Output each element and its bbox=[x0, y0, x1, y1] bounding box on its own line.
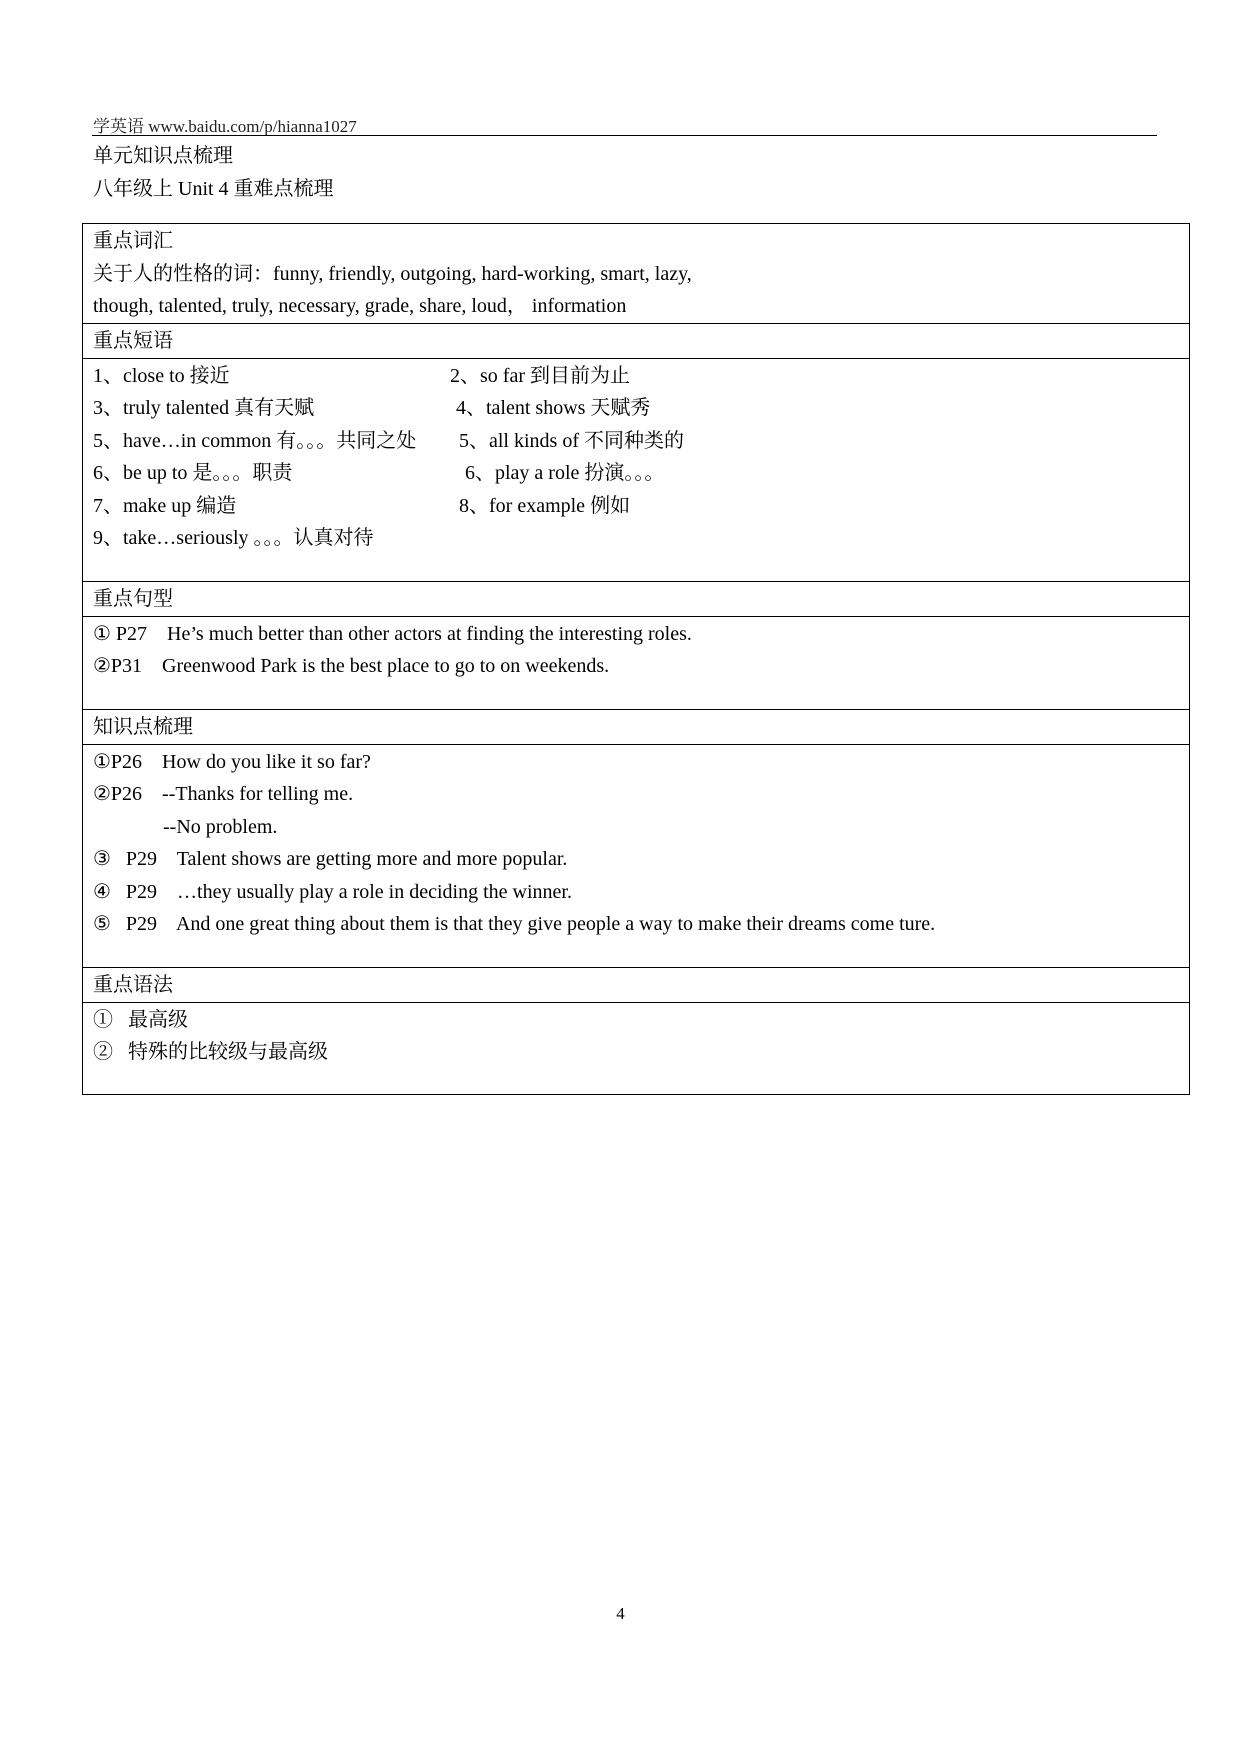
grammar-heading: 重点语法 bbox=[83, 967, 1190, 1002]
grammar-cell bbox=[83, 1002, 1190, 1094]
vocabulary-heading: 重点词汇 bbox=[93, 230, 173, 252]
page-title: 单元知识点梳理 bbox=[93, 145, 233, 167]
grammar-item: ① 最高级 bbox=[93, 1008, 188, 1031]
page-number: 4 bbox=[616, 1604, 625, 1623]
header-source-line: 学英语 www.baidu.com/p/hianna1027 bbox=[93, 117, 357, 136]
knowledge-item: ①P26 How do you like it so far? bbox=[93, 750, 371, 773]
phrase-item: 5、all kinds of 不同种类的 bbox=[459, 429, 684, 452]
phrases-cell bbox=[83, 358, 1190, 581]
sentence-item: ②P31 Greenwood Park is the best place to go to on weekends. bbox=[93, 655, 610, 677]
phrases-heading: 重点短语 bbox=[83, 323, 1190, 358]
phrase-item: 3、truly talented 真有天赋 bbox=[93, 397, 315, 419]
phrase-item: 5、have…in common 有。。。共同之处 bbox=[93, 429, 417, 452]
knowledge-item: ⑤ P29 And one great thing about them is that they give people a way to make their dreams come ture. bbox=[93, 913, 936, 935]
phrase-row bbox=[93, 360, 1179, 393]
phrase-item: 8、for example 例如 bbox=[459, 494, 631, 517]
phrase-item: 6、be up to 是。。。职责 bbox=[93, 462, 293, 484]
summary-table bbox=[82, 223, 1190, 1095]
spacer bbox=[93, 683, 1179, 709]
phrase-row bbox=[93, 522, 1179, 555]
knowledge-item: ②P26 --Thanks for telling me. bbox=[93, 783, 354, 805]
spacer bbox=[93, 941, 1179, 967]
phrase-item: 7、make up 编造 bbox=[93, 494, 237, 517]
phrase-row bbox=[93, 457, 1179, 490]
sentences-cell bbox=[83, 616, 1190, 709]
phrase-item: 4、talent shows 天赋秀 bbox=[456, 397, 651, 419]
knowledge-item: ③ P29 Talent shows are getting more and more popular. bbox=[93, 848, 568, 870]
knowledge-item: ④ P29 …they usually play a role in deciding the winner. bbox=[93, 880, 572, 903]
phrase-item: 6、play a role 扮演。。。 bbox=[465, 462, 665, 484]
knowledge-item: --No problem. bbox=[93, 815, 278, 838]
phrase-item: 9、take…seriously 。。。认真对待 bbox=[93, 527, 374, 549]
spacer bbox=[93, 555, 1179, 581]
phrase-item: 1、close to 接近 bbox=[93, 364, 230, 387]
knowledge-cell bbox=[83, 744, 1190, 967]
knowledge-heading: 知识点梳理 bbox=[83, 709, 1190, 744]
vocabulary-line: though, talented, truly, necessary, grade, share, loud， information bbox=[93, 295, 627, 317]
spacer bbox=[93, 1069, 1179, 1094]
sentence-item: ① P27 He’s much better than other actors at finding the interesting roles. bbox=[93, 622, 692, 645]
phrase-row bbox=[93, 425, 1179, 458]
phrase-row bbox=[93, 392, 1179, 425]
sentences-heading: 重点句型 bbox=[83, 581, 1190, 616]
grammar-item: ② 特殊的比较级与最高级 bbox=[93, 1041, 328, 1063]
phrase-item: 2、so far 到目前为止 bbox=[450, 364, 630, 387]
vocabulary-line: 关于人的性格的词：funny, friendly, outgoing, hard-working, smart, lazy, bbox=[93, 262, 692, 285]
page-subtitle: 八年级上 Unit 4 重难点梳理 bbox=[93, 178, 334, 200]
vocabulary-cell bbox=[83, 224, 1190, 324]
phrase-row bbox=[93, 490, 1179, 523]
header-rule bbox=[92, 135, 1157, 136]
